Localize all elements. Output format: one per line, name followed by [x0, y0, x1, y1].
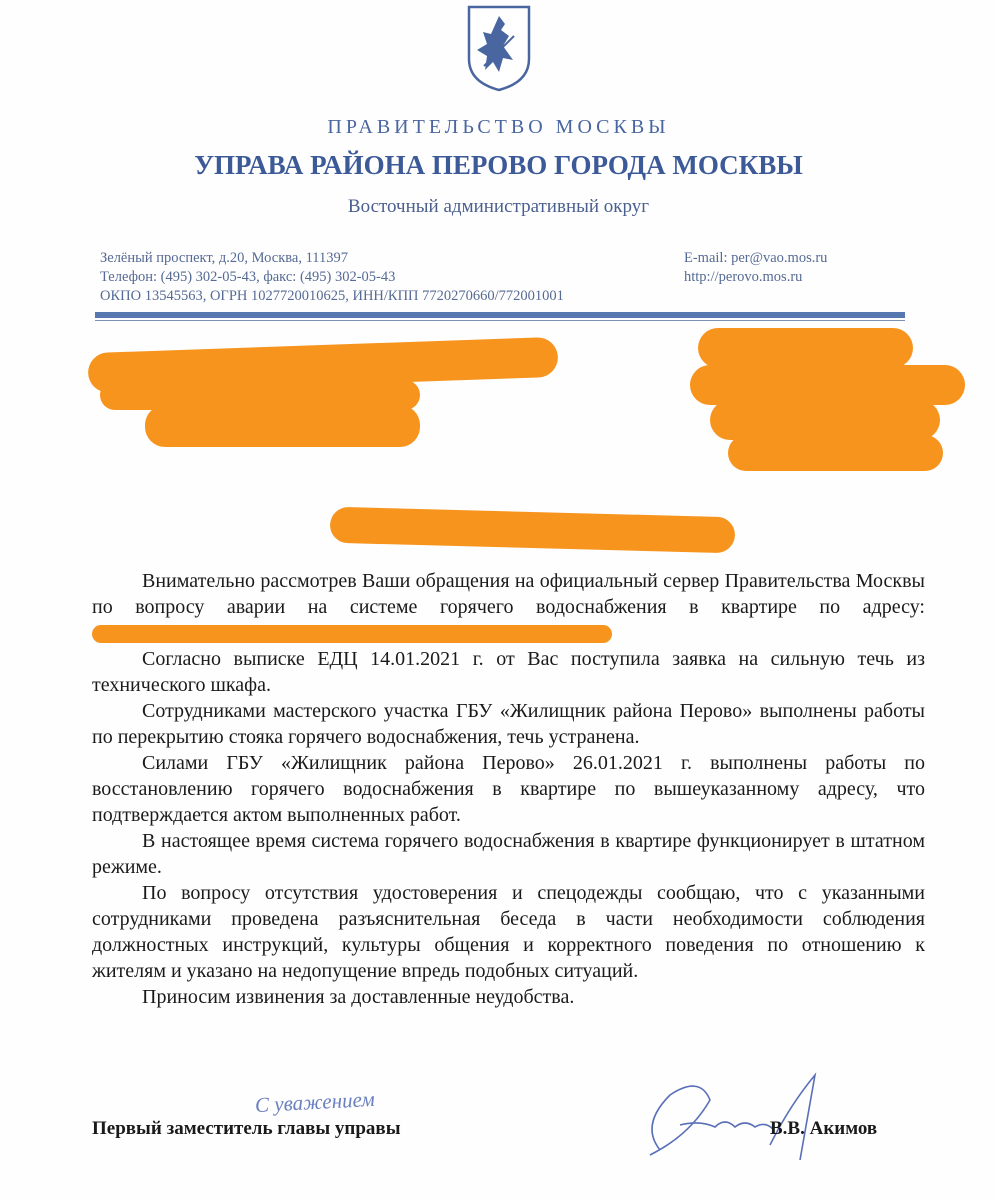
- contact-left: [100, 249, 564, 306]
- office-title: УПРАВА РАЙОНА ПЕРОВО ГОРОДА МОСКВЫ: [194, 150, 803, 180]
- address: Зелёный проспект, д.20, Москва, 111397: [100, 250, 349, 266]
- government-title: ПРАВИТЕЛЬСТВО МОСКВЫ: [327, 116, 670, 138]
- website: http://perovo.mos.ru: [684, 269, 803, 285]
- letter-body: [92, 568, 925, 1010]
- paragraph: По вопросу отсутствия удостоверения и спецодежды сообщаю, что с указанными сотрудниками проведена разъяснительная беседа в части необходимости соблюдения должностных инструкций, культуры общения и корректного поведения по отношению к жителям и указано на недопущение впредь подобных ситуаций.: [92, 882, 925, 982]
- signatory-name: В.В. Акимов: [770, 1118, 878, 1139]
- paragraph: Согласно выписке ЕДЦ 14.01.2021 г. от Вас поступила заявка на сильную течь из технического шкафа.: [92, 648, 925, 696]
- paragraph: В настоящее время система горячего водоснабжения в квартире функционирует в штатном режиме.: [92, 830, 925, 878]
- header-divider-thin: [95, 320, 905, 321]
- address-redaction: [92, 625, 612, 643]
- email: E-mail: per@vao.mos.ru: [684, 250, 828, 266]
- paragraph: Приносим извинения за доставленные неудобства.: [142, 986, 575, 1008]
- paragraph: Сотрудниками мастерского участка ГБУ «Жилищник района Перово» выполнены работы по перекрытию стояка горячего водоснабжения, течь устранена.: [92, 700, 925, 748]
- contact-right: [684, 249, 827, 287]
- phone: Телефон: (495) 302-05-43, факс: (495) 302-05-43: [100, 269, 396, 285]
- district-title: Восточный административный округ: [347, 196, 650, 217]
- registry-numbers: ОКПО 13545563, ОГРН 1027720010625, ИНН/КПП 7720270660/772001001: [100, 288, 564, 304]
- moscow-coat-of-arms-icon: [466, 4, 532, 92]
- paragraph: Силами ГБУ «Жилищник района Перово» 26.01.2021 г. выполнены работы по восстановлению горячего водоснабжения в квартире по вышеуказанному адресу, что подтверждается актом выполненных работ.: [92, 752, 925, 826]
- header-divider: [95, 312, 905, 318]
- handwritten-regards: С уважением: [254, 1086, 376, 1118]
- signatory-position: Первый заместитель главы управы: [92, 1118, 401, 1139]
- paragraph: Внимательно рассмотрев Ваши обращения на официальный сервер Правительства Москвы по вопросу аварии на системе горячего водоснабжения в квартире по адресу:: [92, 568, 925, 646]
